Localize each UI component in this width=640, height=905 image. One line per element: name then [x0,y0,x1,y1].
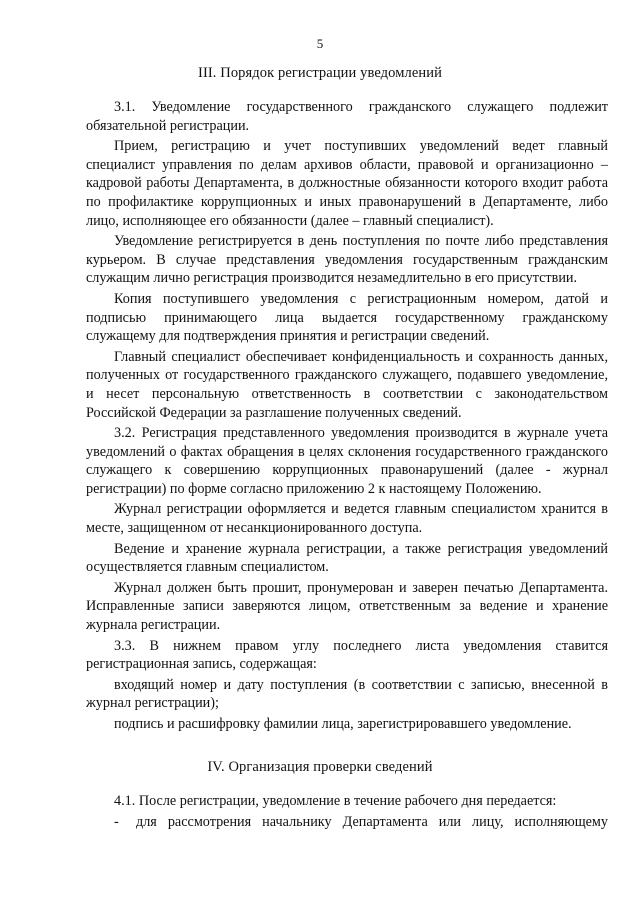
paragraph-copy: Копия поступившего уведомления с регистрационным номером, датой и подписью принимающего лица выдается государственному гражданскому служащему для подтверждения принятия и регистрации сведений. [86,290,608,345]
section-3-body [86,98,608,734]
paragraph-3-1: 3.1. Уведомление государственного гражданского служащего подлежит обязательной регистрации. [86,99,608,134]
paragraph-reception: Прием, регистрацию и учет поступивших уведомлений ведет главный специалист управления по делам архивов области, правовой и организационно – кадровой работы Департамента, в должностные обязанности которого входит работа по профилактике коррупционных и иных правонарушений в Департаменте, либо лицо, исполняющее его обязанности (далее – главный специалист). [86,138,608,229]
paragraph-3-2: 3.2. Регистрация представленного уведомления производится в журнале учета уведомлений о фактах обращения в целях склонения государственного гражданского служащего к совершению коррупционных правонарушений (далее - журнал регистрации) по форме согласно приложению 2 к настоящему Положению. [86,425,608,497]
section-3-heading: III. Порядок регистрации уведомлений [198,65,442,81]
paragraph-journal-maintenance: Ведение и хранение журнала регистрации, а также регистрация уведомлений осуществляется главным специалистом. [86,540,608,576]
page-number: 5 [316,36,324,51]
list-item [86,813,608,832]
paragraph-registration-day: Уведомление регистрируется в день поступления по почте либо представления курьером. В случае представления уведомления государственным гражданским служащим лично регистрация производится незамедлительно в его присутствии. [86,233,608,287]
paragraph-journal-kept: Журнал регистрации оформляется и ведется главным специалистом хранится в месте, защищенном от несанкционированного доступа. [86,501,608,537]
list-item-text: для рассмотрения начальнику Департамента или лицу, исполняющему [136,813,608,830]
paragraph-signature: подпись и расшифровку фамилии лица, зарегистрировавшего уведомление. [114,716,572,732]
paragraph-3-3: 3.3. В нижнем правом углу последнего листа уведомления ставится регистрационная запись, содержащая: [86,637,608,673]
paragraph-4-1: 4.1. После регистрации, уведомление в течение рабочего дня передается: [114,793,557,809]
section-4-heading: IV. Организация проверки сведений [207,759,433,775]
section-4-body [86,792,608,831]
list-bullet: - [114,813,119,830]
paragraph-journal-sealed: Журнал должен быть прошит, пронумерован и заверен печатью Департамента. Исправленные записи заверяются лицом, ответственным за ведение и хранение журнала регистрации. [86,579,608,634]
paragraph-confidentiality: Главный специалист обеспечивает конфиденциальность и сохранность данных, полученных от государственного гражданского служащего, подавшего уведомление, и несет персональную ответственность в соответствии с законодательством Российской Федерации за разглашение полученных сведений. [86,348,608,421]
paragraph-incoming-number: входящий номер и дату поступления (в соответствии с записью, внесенной в журнал регистрации); [86,676,608,712]
